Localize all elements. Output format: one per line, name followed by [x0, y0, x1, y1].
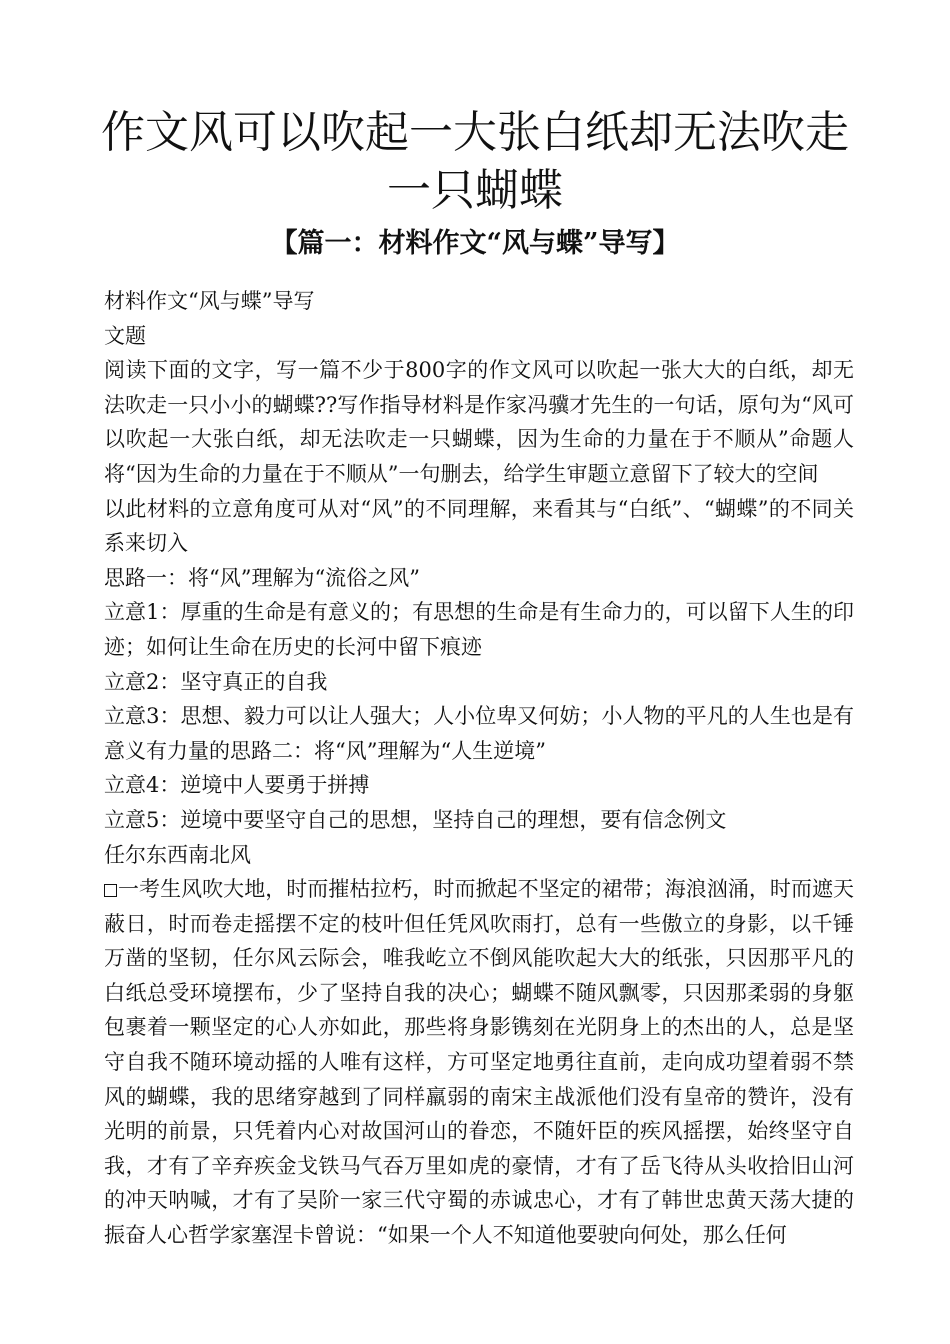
paragraph-idea-one: 思路一：将“风”理解为“流俗之风”: [104, 565, 420, 590]
document-subtitle: 【篇一：材料作文“风与蝶”导写】: [270, 228, 680, 259]
document-body: [104, 284, 854, 1253]
document-title: 作文风可以吹起一大张白纸却无法吹走一只蝴蝶: [101, 107, 849, 216]
paragraph-essay: [104, 872, 854, 1253]
paragraph-point-4: 立意4：逆境中人要勇于拼搏: [104, 773, 370, 798]
paragraph-point-5: 立意5：逆境中要坚守自己的思想，坚持自己的理想，要有信念例文: [104, 807, 727, 832]
paragraph-heading: 材料作文“风与蝶”导写: [104, 289, 315, 313]
paragraph-angle: 以此材料的立意角度可从对“风”的不同理解，来看其与“白纸”、“蝴蝶”的不同关系来切入: [104, 496, 854, 556]
paragraph-label: 文题: [104, 323, 146, 348]
paragraph-point-1: 立意1：厚重的生命是有意义的；有思想的生命是有生命力的，可以留下人生的印迹；如何让生命在历史的长河中留下痕迹: [104, 600, 854, 659]
paragraph-essay-title: 任尔东西南北风: [104, 842, 251, 867]
paragraph-point-3: 立意3：思想、毅力可以让人强大；人小位卑又何妨；小人物的平凡的人生也是有意义有力量的思路二：将“风”理解为“人生逆境”: [104, 704, 854, 763]
paragraph-prompt: 阅读下面的文字，写一篇不少于800字的作文风可以吹起一张大大的白纸，却无法吹走一只小小的蝴蝶??写作指导材料是作家冯骥才先生的一句话，原句为“风可以吹起一大张白纸，却无法吹走一只蝴蝶，因为生命的力量在于不顺从”命题人将“因为生命的力量在于不顺从”一句删去，给学生审题立意留下了较大的空间: [104, 358, 854, 486]
square-bullet-icon: [104, 884, 117, 897]
paragraph-point-2: 立意2：坚守真正的自我: [104, 669, 328, 694]
essay-text: 一考生风吹大地，时而摧枯拉朽，时而掀起不坚定的裙带；海浪汹涌，时而遮天蔽日，时而卷走摇摆不定的枝叶但任凭风吹雨打，总有一些傲立的身影，以千锤万凿的坚韧，任尔风云际会，唯我屹立不倒风能吹起大大的纸张，只因那平凡的白纸总受环境摆布，少了坚持自我的决心；蝴蝶不随风飘零，只因那柔弱的身躯包裹着一颗坚定的心人亦如此，那些将身影镌刻在光阴身上的杰出的人，总是坚守自我不随环境动摇的人唯有这样，方可坚定地勇往直前，走向成功望着弱不禁风的蝴蝶，我的思绪穿越到了同样羸弱的南宋主战派他们没有皇帝的赞许，没有光明的前景，只凭着内心对故国河山的眷恋，不随奸臣的疾风摇摆，始终坚守自我，才有了辛弃疾金戈铁马气吞万里如虎的豪情，才有了岳飞待从头收拾旧山河的冲天呐喊，才有了吴阶一家三代守蜀的赤诚忠心，才有了韩世忠黄天荡大捷的振奋人心哲学家塞涅卡曾说：“如果一个人不知道他要驶向何处，那么任何: [104, 877, 854, 1248]
